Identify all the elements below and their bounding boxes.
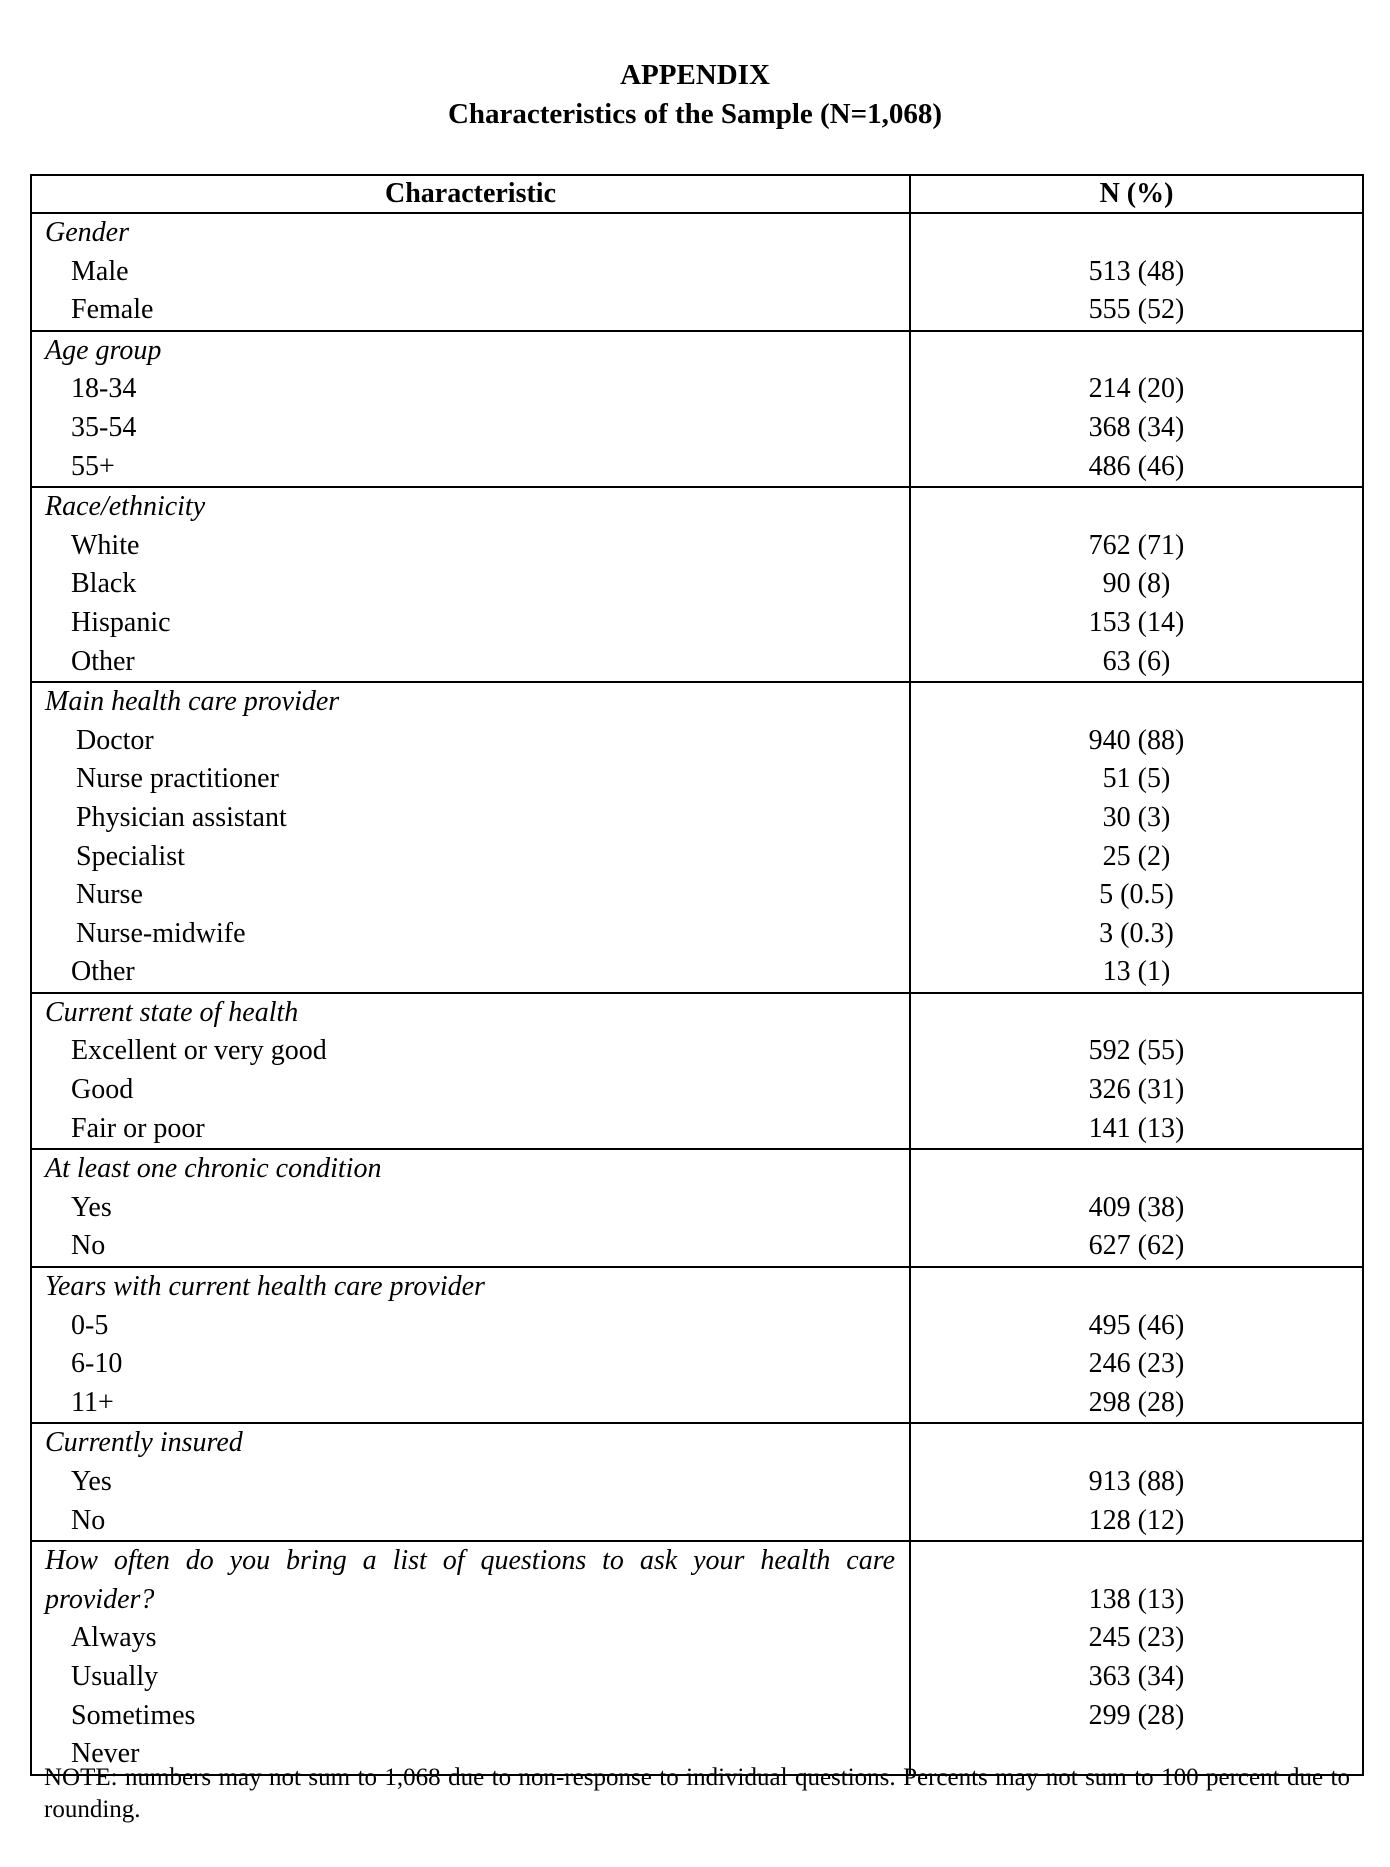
row-label: 6-10 — [71, 1348, 123, 1380]
row-value: 128 (12) — [1088, 1504, 1185, 1536]
group-labels — [31, 682, 910, 993]
group-insured — [31, 1423, 1363, 1541]
row-label: Doctor — [76, 724, 154, 756]
group-heading: Years with current health care provider — [45, 1271, 485, 1303]
row-label: Good — [71, 1074, 134, 1106]
group-labels — [31, 1267, 910, 1423]
row-value: 138 (13) — [1088, 1583, 1185, 1615]
column-header-n-percent: N (%) — [910, 175, 1363, 213]
row-value: 513 (48) — [1088, 255, 1185, 287]
appendix-title: APPENDIX — [620, 59, 770, 91]
group-years-with-provider — [31, 1267, 1363, 1423]
group-heading: Race/ethnicity — [45, 491, 206, 523]
row-value: 3 (0.3) — [1099, 917, 1174, 949]
row-label: Specialist — [76, 840, 185, 872]
group-values — [910, 213, 1363, 331]
row-label: No — [71, 1504, 106, 1536]
row-value: 63 (6) — [1102, 645, 1171, 677]
group-labels — [31, 213, 910, 331]
group-values — [910, 487, 1363, 682]
row-value: 298 (28) — [1088, 1386, 1185, 1418]
table-title: Characteristics of the Sample (N=1,068) — [447, 98, 943, 130]
row-label: Yes — [71, 1191, 112, 1223]
group-labels — [31, 1541, 910, 1775]
group-race — [31, 487, 1363, 682]
row-value: 299 (28) — [1088, 1699, 1185, 1731]
title-block — [0, 56, 1390, 134]
row-value: 51 (5) — [1102, 763, 1171, 795]
row-label: Male — [71, 255, 129, 287]
group-labels — [31, 487, 910, 682]
group-gender — [31, 213, 1363, 331]
row-value: 214 (20) — [1088, 373, 1185, 405]
row-label: Nurse-midwife — [76, 917, 246, 949]
row-label: White — [71, 529, 140, 561]
group-labels — [31, 1423, 910, 1541]
group-values — [910, 993, 1363, 1149]
group-values — [910, 1149, 1363, 1267]
row-label: Excellent or very good — [71, 1035, 327, 1067]
row-label: Nurse practitioner — [76, 763, 279, 795]
row-value: 409 (38) — [1088, 1191, 1185, 1223]
row-value: 913 (88) — [1088, 1466, 1185, 1497]
row-value: 245 (23) — [1088, 1622, 1185, 1654]
row-value: 368 (34) — [1088, 411, 1185, 443]
sample-characteristics-table — [30, 174, 1364, 1776]
row-label: Other — [71, 645, 135, 677]
row-value: 592 (55) — [1088, 1035, 1185, 1067]
row-value: 555 (52) — [1088, 294, 1185, 326]
group-age — [31, 331, 1363, 487]
row-label: 35-54 — [71, 411, 137, 443]
group-labels — [31, 331, 910, 487]
group-heading: Age group — [45, 334, 162, 366]
row-value: 940 (88) — [1088, 724, 1185, 756]
group-heading: Gender — [45, 217, 129, 248]
group-values — [910, 331, 1363, 487]
row-label: 11+ — [71, 1386, 114, 1418]
group-heading: How often do you bring a list of questions to ask your health care provider? — [45, 1545, 895, 1615]
group-values — [910, 682, 1363, 993]
row-label: Other — [71, 956, 135, 988]
group-provider — [31, 682, 1363, 993]
group-heading: Main health care provider — [45, 686, 340, 718]
row-label: Usually — [71, 1660, 159, 1692]
row-value: 326 (31) — [1088, 1074, 1185, 1106]
group-labels — [31, 1149, 910, 1267]
group-values — [910, 1267, 1363, 1423]
row-label: Female — [71, 294, 154, 326]
group-chronic — [31, 1149, 1363, 1267]
row-value: 25 (2) — [1102, 840, 1171, 872]
row-value: 762 (71) — [1088, 529, 1185, 561]
row-label: 55+ — [71, 450, 115, 482]
table-note: NOTE: numbers may not sum to 1,068 due to non-response to individual questions. Percents may not sum to 100 percent due to rounding. — [44, 1764, 1350, 1823]
row-label: Yes — [71, 1466, 112, 1497]
row-value: 90 (8) — [1102, 568, 1171, 600]
row-value: 13 (1) — [1102, 956, 1171, 988]
group-list-of-questions — [31, 1541, 1363, 1775]
group-labels — [31, 993, 910, 1149]
row-label: No — [71, 1230, 106, 1262]
column-header-characteristic: Characteristic — [31, 175, 910, 213]
row-label: Never — [71, 1738, 140, 1770]
group-values — [910, 1423, 1363, 1541]
row-value: 495 (46) — [1088, 1309, 1185, 1341]
row-value: 363 (34) — [1088, 1660, 1185, 1692]
row-label: Hispanic — [71, 606, 171, 638]
row-label: 18-34 — [71, 373, 137, 405]
row-label: Black — [71, 568, 137, 600]
row-value: 5 (0.5) — [1099, 879, 1174, 911]
row-label: Always — [71, 1622, 157, 1654]
row-value: 486 (46) — [1088, 450, 1185, 482]
row-label: Nurse — [76, 879, 143, 911]
row-value: 141 (13) — [1088, 1112, 1185, 1144]
row-value: 153 (14) — [1088, 606, 1185, 638]
group-health-state — [31, 993, 1363, 1149]
row-label: Physician assistant — [76, 801, 287, 833]
group-heading: At least one chronic condition — [45, 1153, 382, 1185]
sample-characteristics-table-wrapper — [30, 174, 1362, 1776]
header-row — [31, 175, 1363, 213]
row-label: Fair or poor — [71, 1112, 205, 1144]
group-heading: Current state of health — [45, 996, 299, 1028]
row-value: 246 (23) — [1088, 1348, 1185, 1380]
group-heading: Currently insured — [45, 1427, 243, 1459]
row-value: 30 (3) — [1102, 801, 1171, 833]
row-value: 627 (62) — [1088, 1230, 1185, 1262]
row-label: Sometimes — [71, 1699, 196, 1731]
group-values — [910, 1541, 1363, 1775]
row-label: 0-5 — [71, 1309, 109, 1341]
